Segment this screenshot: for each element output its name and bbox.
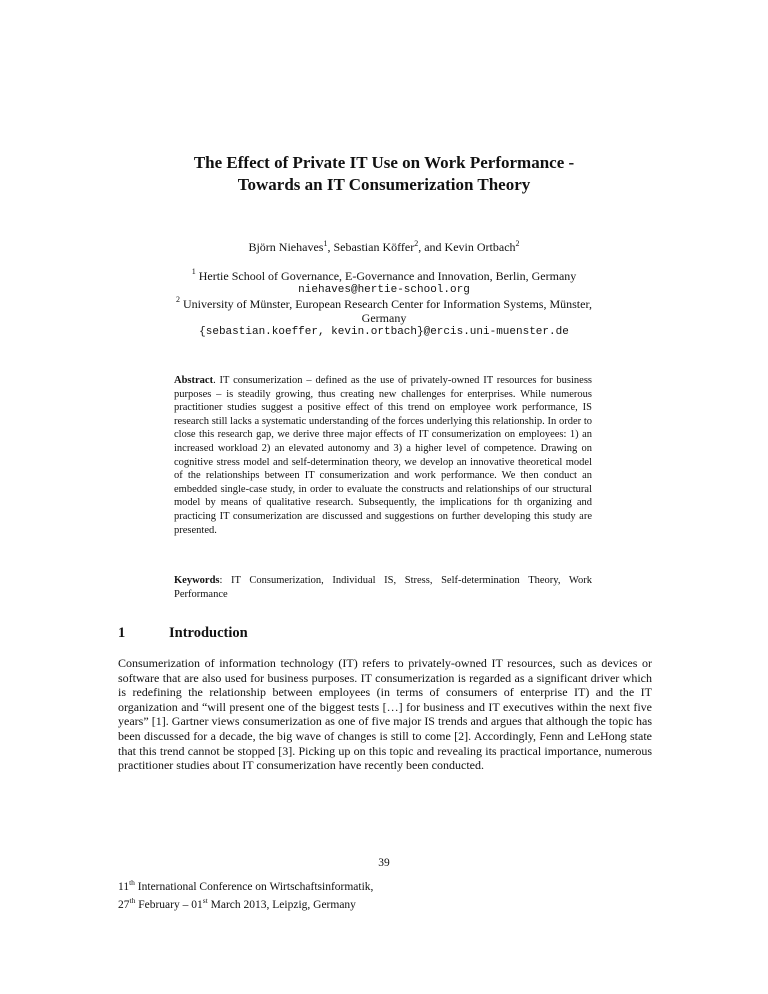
author-name: Sebastian Köffer xyxy=(333,240,415,254)
conference-footer xyxy=(118,876,618,912)
abstract-text: . IT consumerization – defined as the use of privately-owned IT resources for business purposes – is steadily growing, thus creating new challenges for enterprises. While numerous practitioner studies suggest a positive effect of this trend on employee work performance, IS research still lacks a systematic understanding of the forces underlying this relationship. In order to close this research gap, we derive three major effects of IT consumerization on employees: 1) an increased workload 2) an elevated autonomy and 3) a higher level of competence. Drawing on cognitive stress model and self-determination theory, we develop an innovative theoretical model of the relationships between IT consumerization and work performance. We then conduct an embedded single-case study, in order to evaluate the constructs and relationships of our structural model by means of qualitative research. Subsequently, the implications for th organizing and practicing IT consumerization are discussed and suggestions on further developing this study are presented. xyxy=(174,375,592,536)
author-name: Björn Niehaves xyxy=(248,240,324,254)
affiliation-text-cont: Germany xyxy=(361,311,407,325)
keywords-text: : IT Consumerization, Individual IS, Stress, Self-determination Theory, Work Performance xyxy=(174,575,592,600)
introduction-paragraph: Consumerization of information technology (IT) refers to privately-owned IT resources, such as devices or software that are also used for business purposes. IT consumerization is regarded as a significant driver which is redefining the relationship between employees (in terms of consumers of enterprise IT) and the IT organization and “will present one of the biggest tests […] for business and IT executives within the next five years” [1]. Gartner views consumerization as one of five major IS trends and argues that although the topic has been discussed for a decade, the big wave of changes is still to come [2]. Accordingly, Fenn and LeHong state that this trend cannot be stopped [3]. Picking up on this topic and revealing its practical importance, numerous practitioner studies about IT consumerization have recently been conducted. xyxy=(118,656,652,773)
affiliation-1 xyxy=(120,266,648,297)
title-line-2: Towards an IT Consumerization Theory xyxy=(237,175,531,194)
author-affiliation-mark: 2 xyxy=(414,239,419,248)
affiliation-text: University of Münster, European Research Center for Information Systems, Münster, xyxy=(183,297,592,311)
paper-title xyxy=(120,152,648,196)
author-list xyxy=(120,236,648,255)
conference-line: 11th International Conference on Wirtschaftsinformatik, xyxy=(118,878,374,893)
affiliation-email: {sebastian.koeffer, kevin.ortbach}@ercis.uni-muenster.de xyxy=(199,326,569,338)
author-affiliation-mark: 2 xyxy=(515,239,520,248)
author-separator: , and xyxy=(418,240,445,254)
author-affiliation-mark: 1 xyxy=(323,239,328,248)
section-title: Introduction xyxy=(169,625,248,641)
abstract-label: Abstract xyxy=(174,375,214,386)
author-separator: , xyxy=(327,240,334,254)
title-line-1: The Effect of Private IT Use on Work Performance - xyxy=(193,153,575,172)
keywords xyxy=(174,574,592,601)
affiliation-text: Hertie School of Governance, E-Governance and Innovation, Berlin, Germany xyxy=(198,269,577,283)
page-number: 39 xyxy=(378,857,390,869)
affiliation-mark: 1 xyxy=(191,267,196,276)
affiliation-2 xyxy=(120,294,648,339)
section-number: 1 xyxy=(118,625,126,641)
keywords-label: Keywords xyxy=(174,575,220,586)
affiliation-email: niehaves@hertie-school.org xyxy=(298,284,470,296)
abstract xyxy=(174,374,592,537)
conference-date: 27th February – 01st March 2013, Leipzig, Germany xyxy=(118,895,356,911)
affiliation-mark: 2 xyxy=(176,295,181,304)
author-name: Kevin Ortbach xyxy=(444,240,516,254)
